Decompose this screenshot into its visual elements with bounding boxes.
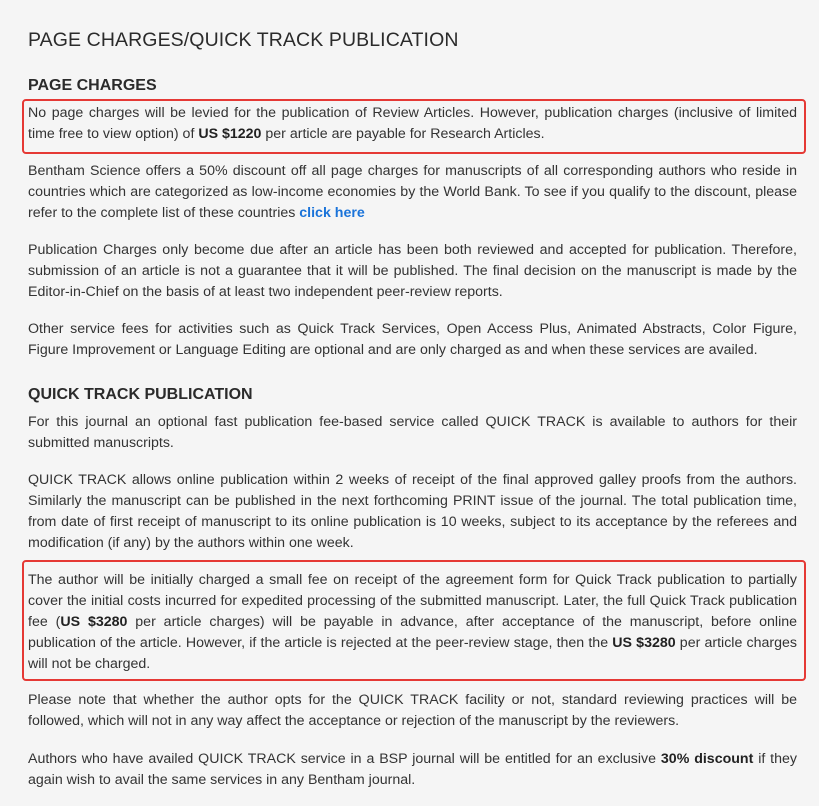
repeat-discount-amount: 30% discount xyxy=(660,751,754,767)
discount-paragraph-text: Bentham Science offers a 50% discount off all page charges for manuscripts of all corresponding authors who reside in countries which are categorized as low-income economies by the World Bank. To see if you qualify to the discount, please refer to the complete list of these countries xyxy=(28,163,797,221)
quick-track-fee-amount: US $3280 xyxy=(60,614,128,630)
reviewing-practices-paragraph: Please note that whether the author opts for the QUICK TRACK facility or not, standard reviewing practices will be followed, which will not in any way affect the acceptance or rejection of the manuscript by the reviewers. xyxy=(28,692,797,729)
page-charges-paragraph-1 xyxy=(28,103,797,145)
repeat-discount-paragraph xyxy=(28,749,797,791)
publication-charges-due-paragraph: Publication Charges only become due after an article has been both reviewed and accepted for publication. Therefore, submission of an article is not a guarantee that it will be published. The final decision on the manuscript is made by the Editor-in-Chief on the basis of at least two independent peer-review reports. xyxy=(28,242,797,300)
quick-track-fee-text-1: The author will be initially charged a small fee on receipt of the agreement form for Quick Track publication to partially cover the initial costs incurred for expedited processing of the submitted manuscript. Later, the full Quick Track publication fee ( xyxy=(28,572,797,630)
discount-paragraph xyxy=(28,161,797,224)
quick-track-fee-text-2: per article charges) will be payable in advance, after acceptance of the manuscript, before online publication of the article. However, if the article is rejected at the peer-review stage, then the xyxy=(28,614,798,651)
page-title: PAGE CHARGES/QUICK TRACK PUBLICATION xyxy=(28,29,459,51)
quick-track-fee-text-3: per article charges will not be charged. xyxy=(28,635,797,672)
quick-track-fee-paragraph xyxy=(28,570,797,675)
other-service-fees-paragraph: Other service fees for activities such as Quick Track Services, Open Access Plus, Animated Abstracts, Color Figure, Figure Improvement or Language Editing are optional and are only charged as and when these services are availed. xyxy=(28,321,797,358)
quick-track-timeline-paragraph: QUICK TRACK allows online publication within 2 weeks of receipt of the final approved galley proofs from the authors. Similarly the manuscript can be published in the next forthcoming PRINT issue of the journal. The total publication time, from date of first receipt of manuscript to its online publication is 10 weeks, subject to its acceptance by the referees and modification (if any) by the authors within one week. xyxy=(28,472,797,551)
repeat-discount-text: Authors who have availed QUICK TRACK service in a BSP journal will be entitled for an exclusive xyxy=(28,751,661,767)
countries-list-link[interactable]: click here xyxy=(299,205,365,221)
page-charges-heading: PAGE CHARGES xyxy=(28,77,157,94)
research-article-charge-amount: US $1220 xyxy=(198,126,262,142)
page-charges-p1-text: No page charges will be levied for the publication of Review Articles. However, publication charges (inclusive of limited time free to view option) of xyxy=(28,105,797,142)
repeat-discount-text-end: if they again wish to avail the same services in any Bentham journal. xyxy=(28,751,797,788)
page-charges-p1-text-end: per article are payable for Research Articles. xyxy=(261,126,545,142)
quick-track-heading: QUICK TRACK PUBLICATION xyxy=(28,386,253,403)
quick-track-fee-amount-repeat: US $3280 xyxy=(612,635,676,651)
quick-track-intro-paragraph: For this journal an optional fast publication fee-based service called QUICK TRACK is available to authors for their submitted manuscripts. xyxy=(28,414,797,451)
